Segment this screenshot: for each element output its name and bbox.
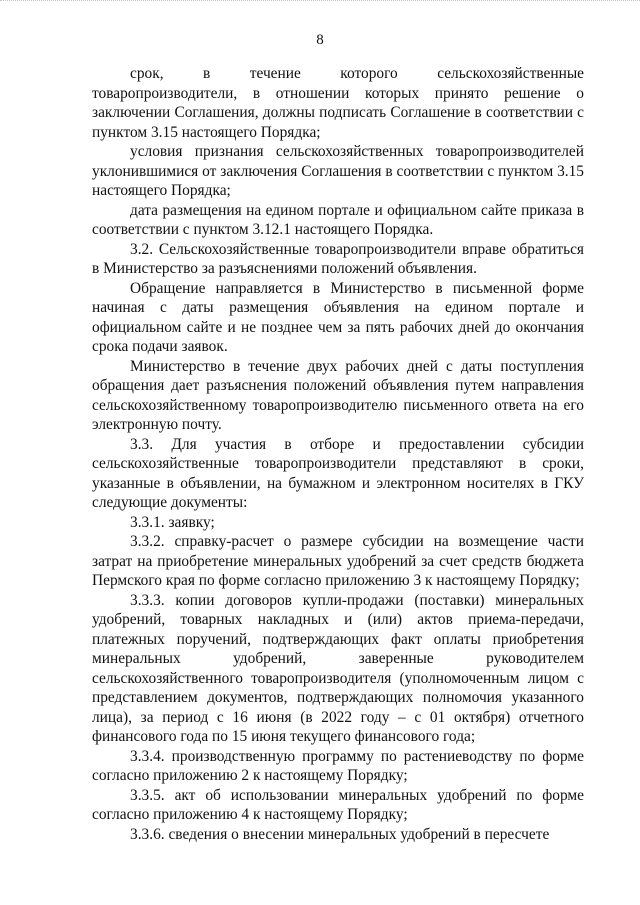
paragraph-3-3-6: 3.3.6. сведения о внесении минеральных удобрений в пересчете — [130, 825, 550, 843]
paragraph-deadline-signing: срок, в течение которого сельскохозяйственные товаропроизводители, в отношении которых принято решение о заключении Соглашения, должны подписать Соглашение в соответствии с пунктом 3.15 настоящего Порядка; — [92, 65, 584, 141]
scan-top-edge — [0, 0, 640, 7]
paragraph-3-2: 3.2. Сельскохозяйственные товаропроизводители вправе обратиться в Министерство за разъяснениями положений объявления. — [92, 240, 584, 277]
paragraph-3-3: 3.3. Для участия в отборе и предоставлении субсидии сельскохозяйственные товаропроизводители представляют в сроки, указанные в объявлении, на бумажном и электронном носителях в ГКУ следующие документы: — [92, 435, 584, 511]
page-number: 8 — [316, 32, 324, 48]
paragraph-3-3-3: 3.3.3. копии договоров купли-продажи (поставки) минеральных удобрений, товарных накладных и (или) актов приема-передачи, платежных поручений, подтверждающих факт оплаты приобретения минеральных удобрений, заверенные руководителем сельскохозяйственного товаропроизводителя (уполномоченным лицом с представлением документов, подтверждающих полномочия указанного лица), за период с 16 июня (в 2022 году – с 01 октября) отчетного финансового года по 15 июня текущего финансового года; — [92, 591, 584, 745]
paragraph-ministry-response: Министерство в течение двух рабочих дней с даты поступления обращения дает разъяснения положений объявления путем направления сельскохозяйственному товаропроизводителю письменного ответа на его электронную почту. — [92, 357, 584, 433]
document-body — [92, 64, 584, 844]
paragraph-3-3-5: 3.3.5. акт об использовании минеральных удобрений по форме согласно приложению 4 к настоящему Порядку; — [92, 786, 584, 823]
paragraph-3-3-4: 3.3.4. производственную программу по растениеводству по форме согласно приложению 2 к настоящему Порядку; — [92, 747, 584, 784]
paragraph-3-3-1: 3.3.1. заявку; — [130, 513, 215, 531]
paragraph-request-submission: Обращение направляется в Министерство в письменной форме начиная с даты размещения объявления на едином портале и официальном сайте и не позднее чем за пять рабочих дней до окончания срока подачи заявок. — [92, 279, 584, 355]
paragraph-order-publication-date: дата размещения на едином портале и официальном сайте приказа в соответствии с пунктом 3.12.1 настоящего Порядка. — [92, 201, 584, 238]
paragraph-3-3-2: 3.3.2. справку-расчет о размере субсидии на возмещение части затрат на приобретение минеральных удобрений за счет средств бюджета Пермского края по форме согласно приложению 3 к настоящему Порядку; — [92, 533, 584, 589]
paragraph-evasion-conditions: условия признания сельскохозяйственных товаропроизводителей уклонившимися от заключения Соглашения в соответствии с пунктом 3.15 настоящего Порядка; — [92, 143, 584, 199]
